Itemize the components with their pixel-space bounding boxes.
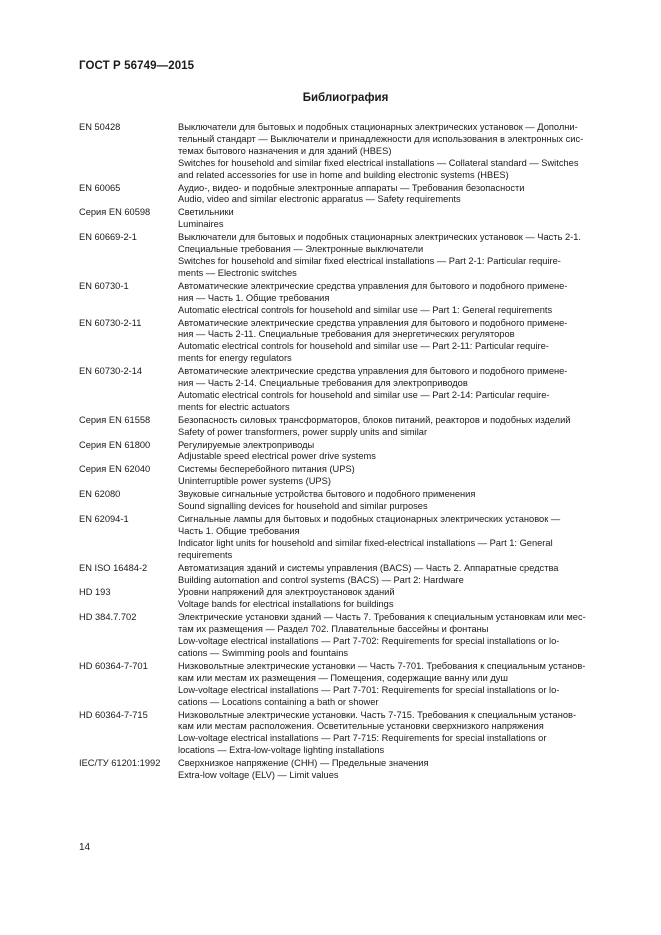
standard-code: EN 60065: [79, 182, 121, 193]
bibliography-entry: [79, 563, 617, 587]
standard-description: [178, 464, 617, 488]
standard-description: [178, 366, 617, 414]
standard-code: Серия EN 60598: [79, 207, 151, 218]
description-line: Building automation and control systems (BACS) — Part 2: Hardware: [178, 574, 464, 585]
standard-description: [178, 207, 617, 231]
description-line: темах бытового назначения и для зданий (HBES): [178, 145, 392, 156]
standard-description: [178, 122, 617, 182]
standard-description: [178, 440, 617, 464]
description-line: там их размещения — Раздел 702. Плавательные бассейны и фонтаны: [178, 624, 489, 635]
description-line: Adjustable speed electrical power drive systems: [178, 451, 376, 462]
description-line: Automatic electrical controls for household and similar use — Part 2-11: Particular require-: [178, 341, 549, 352]
description-line: Безопасность силовых трансформаторов, блоков питаний, реакторов и подобных изделий: [178, 414, 571, 425]
standard-description: [178, 489, 617, 513]
section-title: [0, 92, 661, 104]
description-line: кам или местам их размещения — Помещения, содержащие ванну или душ: [178, 672, 508, 683]
standard-description: [178, 710, 617, 758]
description-line: Indicator light units for household and similar fixed-electrical installations — Part 1: General: [178, 537, 553, 548]
description-line: Звуковые сигнальные устройства бытового и подобного применения: [178, 489, 476, 500]
description-line: Luminaires: [178, 219, 224, 230]
standard-code: EN ISO 16484-2: [79, 562, 148, 573]
standard-description: [178, 587, 617, 611]
description-line: ния — Часть 1. Общие требования: [178, 292, 330, 303]
bibliography-entry: [79, 464, 617, 488]
description-line: Low-voltage electrical installations — Part 7-702: Requirements for special installations or lo-: [178, 636, 560, 647]
description-line: Регулируемые электроприводы: [178, 439, 315, 450]
description-line: тельный стандарт — Выключатели и принадлежности для использования в электронных сис-: [178, 133, 584, 144]
description-line: Switches for household and similar fixed electrical installations — Collateral standard — Switches: [178, 157, 579, 168]
standard-code: HD 60364-7-715: [79, 709, 148, 720]
standard-code: Серия EN 61800: [79, 439, 151, 450]
standard-code: EN 50428: [79, 122, 121, 132]
bibliography-entry: [79, 440, 617, 464]
standard-description: [178, 758, 617, 782]
bibliography-entry: [79, 366, 617, 414]
description-line: Уровни напряжений для электроустановок зданий: [178, 587, 395, 598]
standard-code: EN 62094-1: [79, 514, 129, 524]
description-line: Voltage bands for electrical installations for buildings: [178, 599, 394, 610]
description-line: Low-voltage electrical installations — Part 7-715: Requirements for special installations or: [178, 733, 547, 744]
section-title-text: Библиография: [302, 92, 389, 104]
standard-description: [178, 514, 617, 562]
document-header: ГОСТ Р 56749—2015: [79, 60, 195, 72]
description-line: Сверхнизкое напряжение (СНН) — Предельные значения: [178, 758, 429, 769]
description-line: cations — Swimming pools and fountains: [178, 647, 349, 658]
standard-description: [178, 232, 617, 280]
standard-code: IEC/TУ 61201:1992: [79, 758, 161, 769]
standard-description: [178, 318, 617, 366]
bibliography-entry: [79, 514, 617, 562]
description-line: Uninterruptible power systems (UPS): [178, 476, 331, 487]
description-line: ments for energy regulators: [178, 353, 292, 364]
standard-code: EN 62080: [79, 489, 121, 500]
description-line: Низковольтные электрические установки — Часть 7-701. Требования к специальным установ-: [178, 660, 586, 671]
standard-code: HD 384.7.702: [79, 612, 137, 623]
description-line: Выключатели для бытовых и подобных стационарных электрических установок — Дополни-: [178, 122, 578, 132]
standard-code: EN 60730-2-11: [79, 317, 142, 328]
description-line: Автоматические электрические средства управления для бытового и подобного примене-: [178, 366, 568, 377]
standard-description: [178, 183, 617, 207]
bibliography-entry: [79, 587, 617, 611]
description-line: Automatic electrical controls for household and similar use — Part 1: General requirements: [178, 304, 553, 315]
standard-description: [178, 661, 617, 709]
description-line: ments for electric actuators: [178, 401, 290, 412]
bibliography-entry: [79, 122, 617, 182]
bibliography-entry: [79, 183, 617, 207]
standard-description: [178, 281, 617, 317]
description-line: Автоматические электрические средства управления для бытового и подобного примене-: [178, 317, 568, 328]
description-line: Электрические установки зданий — Часть 7. Требования к специальным установкам или мес-: [178, 612, 586, 623]
standard-code: EN 60730-1: [79, 280, 129, 291]
description-line: Выключатели для бытовых и подобных стационарных электрических установок — Часть 2-1.: [178, 232, 582, 243]
description-line: Audio, video and similar electronic apparatus — Safety requirements: [178, 194, 461, 205]
description-line: кам или местам расположения. Осветительные установки сверхнизкого напряжения: [178, 721, 544, 732]
description-line: Часть 1. Общие требования: [178, 525, 300, 536]
bibliography-entry: [79, 232, 617, 280]
standard-code: Серия EN 61558: [79, 414, 151, 425]
bibliography-entry: [79, 489, 617, 513]
description-line: and related accessories for use in home and building electronic systems (HBES): [178, 169, 509, 180]
description-line: Специальные требования — Электронные выключатели: [178, 244, 424, 255]
description-line: Светильники: [178, 207, 234, 218]
standard-code: Серия EN 62040: [79, 464, 151, 475]
description-line: Extra-low voltage (ELV) — Limit values: [178, 770, 339, 781]
description-line: Sound signalling devices for household and similar purposes: [178, 501, 428, 512]
standard-description: [178, 563, 617, 587]
description-line: cations — Locations containing a bath or shower: [178, 696, 379, 707]
description-line: Автоматические электрические средства управления для бытового и подобного примене-: [178, 280, 568, 291]
standard-code: EN 60669-2-1: [79, 232, 137, 243]
description-line: Аудио-, видео- и подобные электронные аппараты — Требования безопасности: [178, 182, 525, 193]
bibliography-list: [79, 122, 617, 783]
standard-description: [178, 612, 617, 660]
standard-code: EN 60730-2-14: [79, 366, 143, 377]
bibliography-entry: [79, 281, 617, 317]
bibliography-entry: [79, 207, 617, 231]
page-number: 14: [79, 842, 91, 853]
description-line: Автоматизация зданий и системы управления (BACS) — Часть 2. Аппаратные средства: [178, 562, 559, 573]
description-line: Системы бесперебойного питания (UPS): [178, 464, 355, 475]
standard-description: [178, 415, 617, 439]
description-line: ments — Electronic switches: [178, 267, 297, 278]
description-line: requirements: [178, 549, 233, 560]
bibliography-entry: [79, 612, 617, 660]
bibliography-entry: [79, 661, 617, 709]
description-line: Низковольтные электрические установки. Часть 7-715. Требования к специальным установ-: [178, 709, 577, 720]
description-line: ния — Часть 2-14. Специальные требования для электроприводов: [178, 378, 468, 389]
description-line: ния — Часть 2-11. Специальные требования для энергетических регуляторов: [178, 329, 515, 340]
bibliography-entry: [79, 758, 617, 782]
description-line: Switches for household and similar fixed electrical installations — Part 2-1: Particular require-: [178, 255, 561, 266]
description-line: Safety of power transformers, power supply units and similar: [178, 426, 428, 437]
description-line: Automatic electrical controls for household and similar use — Part 2-14: Particular require-: [178, 389, 550, 400]
bibliography-entry: [79, 318, 617, 366]
description-line: Low-voltage electrical installations — Part 7-701: Requirements for special installations or lo-: [178, 684, 560, 695]
standard-code: HD 60364-7-701: [79, 660, 148, 671]
standard-code: HD 193: [79, 587, 111, 598]
bibliography-entry: [79, 710, 617, 758]
description-line: Сигнальные лампы для бытовых и подобных стационарных электрических установок —: [178, 514, 561, 524]
description-line: locations — Extra-low-voltage lighting installations: [178, 745, 385, 756]
bibliography-entry: [79, 415, 617, 439]
